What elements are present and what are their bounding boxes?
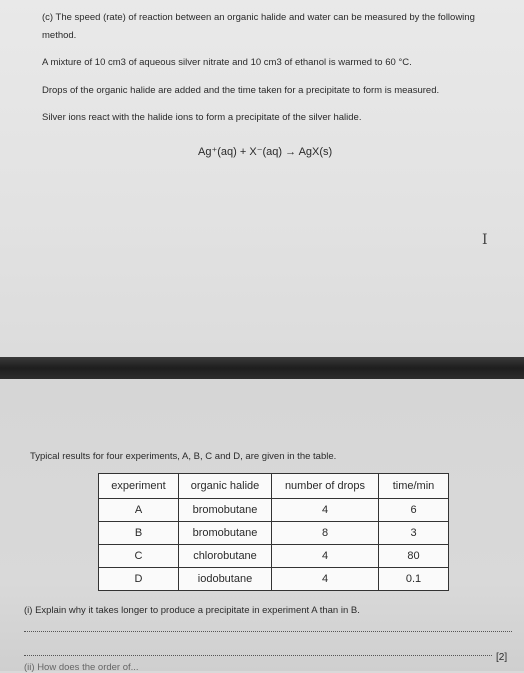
- cell-time: 0.1: [379, 568, 449, 591]
- cell-halide: chlorobutane: [179, 545, 272, 568]
- answer-line[interactable]: [24, 655, 492, 656]
- header-number-of-drops: number of drops: [272, 474, 379, 499]
- table-header-row: [99, 474, 449, 499]
- results-table: [98, 473, 449, 591]
- cell-experiment: D: [99, 568, 179, 591]
- cell-experiment: A: [99, 499, 179, 522]
- precipitation-equation: Ag⁺(aq) + X⁻(aq) → AgX(s): [198, 146, 333, 158]
- cell-time: 80: [379, 545, 449, 568]
- header-experiment: experiment: [99, 474, 179, 499]
- cell-drops: 4: [272, 499, 379, 522]
- cell-drops: 4: [272, 568, 379, 591]
- method-step-3: Silver ions react with the halide ions to form a precipitate of the silver halide.: [42, 112, 362, 123]
- next-question-partial: (ii) How does the order of...: [24, 662, 139, 673]
- question-c-intro-line1: (c) The speed (rate) of reaction between an organic halide and water can be measured by the following: [42, 12, 475, 23]
- marks-label: [2]: [496, 652, 508, 663]
- text-cursor-icon: I: [482, 232, 488, 248]
- cell-drops: 4: [272, 545, 379, 568]
- cell-experiment: B: [99, 522, 179, 545]
- table-row: [99, 499, 449, 522]
- table-row: [99, 568, 449, 591]
- method-step-2: Drops of the organic halide are added and the time taken for a precipitate to form is measured.: [42, 85, 440, 96]
- cell-time: 3: [379, 522, 449, 545]
- table-row: [99, 545, 449, 568]
- page-gap-shadow: [0, 357, 524, 379]
- results-intro: Typical results for four experiments, A, B, C and D, are given in the table.: [30, 451, 337, 462]
- header-time: time/min: [379, 474, 449, 499]
- question-c-intro-line2: method.: [42, 30, 77, 41]
- question-i-prompt: (i) Explain why it takes longer to produce a precipitate in experiment A than in B.: [24, 605, 360, 616]
- header-organic-halide: organic halide: [179, 474, 272, 499]
- table-row: [99, 522, 449, 545]
- cell-halide: bromobutane: [179, 522, 272, 545]
- method-step-1: A mixture of 10 cm3 of aqueous silver nitrate and 10 cm3 of ethanol is warmed to 60 °C.: [42, 57, 412, 68]
- cell-drops: 8: [272, 522, 379, 545]
- cell-experiment: C: [99, 545, 179, 568]
- answer-line[interactable]: [24, 631, 512, 632]
- cell-time: 6: [379, 499, 449, 522]
- cell-halide: iodobutane: [179, 568, 272, 591]
- cell-halide: bromobutane: [179, 499, 272, 522]
